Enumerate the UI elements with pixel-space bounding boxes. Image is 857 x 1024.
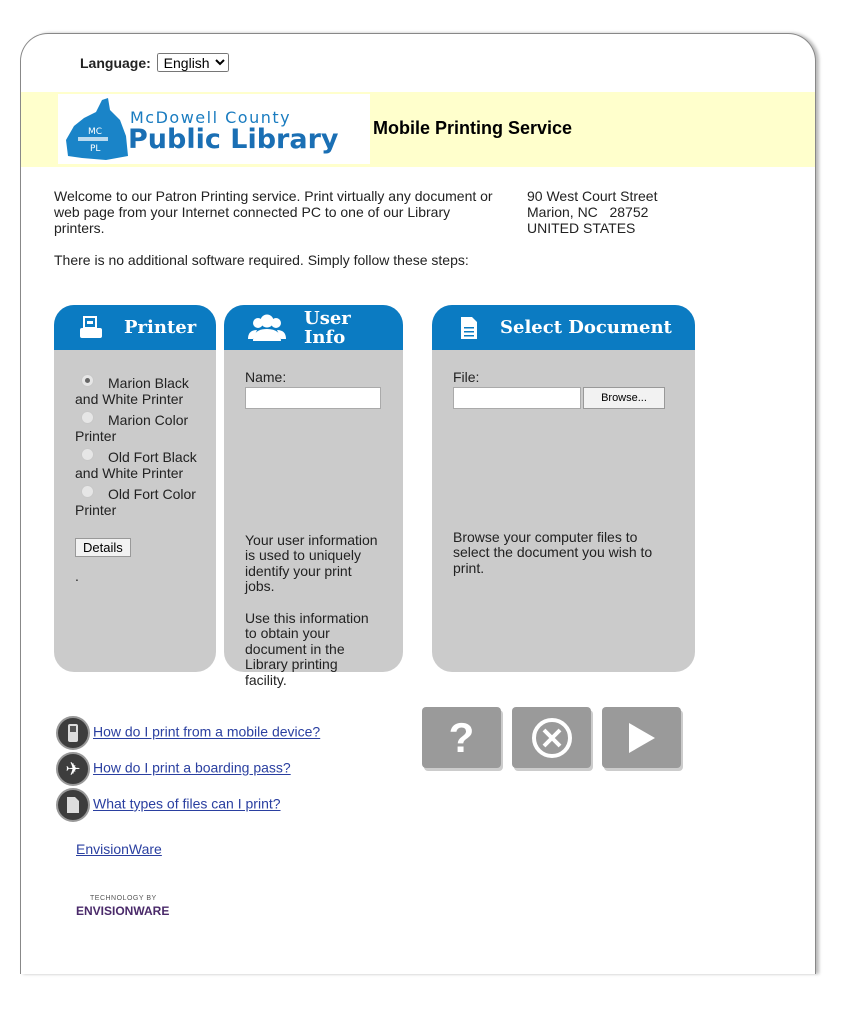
printer-option[interactable]: Old Fort Color Printer [75,486,196,518]
file-label: File: [453,369,480,385]
name-input[interactable] [245,387,381,409]
printer-icon [78,316,104,340]
users-icon [248,313,286,343]
name-label: Name: [245,369,287,385]
tech-by-label: TECHNOLOGY BY [90,895,157,902]
printer-option[interactable]: Marion Color Printer [75,412,189,444]
radio-button-selected[interactable] [81,374,94,387]
printer-options [54,350,216,585]
play-icon [627,721,657,755]
logo-line1: McDowell County [130,108,292,127]
printer-option[interactable]: Marion Black and White Printer [75,375,189,407]
language-select[interactable] [157,53,229,72]
language-selector [80,53,229,72]
user-info-panel [224,305,403,688]
printer-panel-title: Printer [124,317,197,338]
radio-button[interactable] [81,448,94,461]
user-panel-title: Info [304,326,346,348]
svg-text:MC: MC [88,127,103,137]
print-next-button[interactable] [602,707,681,768]
browse-button[interactable]: Browse... [583,387,665,409]
document-help: Browse your computer files to select the document you wish to print. [453,528,653,576]
svg-text:PL: PL [90,144,101,154]
intro-text [54,188,494,268]
airplane-icon: ✈ [56,752,90,786]
user-info-help: Use this information to obtain your document in the Library printing facility. [245,609,369,688]
document-icon [460,316,478,340]
mobile-phone-icon [56,716,90,750]
envisionware-logo [76,895,169,918]
address-line: Marion, NC 28752 [527,204,649,220]
envisionware-link[interactable]: EnvisionWare [76,841,162,857]
mobile-print-link[interactable]: How do I print from a mobile device? [93,723,321,740]
intro-steps: There is no additional software required. Simply follow these steps: [54,252,469,268]
address-line: UNITED STATES [527,220,636,236]
user-panel-header [224,305,403,350]
details-button[interactable]: Details [75,538,131,557]
printer-option[interactable]: Old Fort Black and White Printer [75,449,197,481]
help-link-row[interactable] [56,788,320,824]
help-link-row[interactable] [56,716,320,752]
user-panel-title: User [304,307,351,329]
radio-button[interactable] [81,411,94,424]
logo-line2: Public Library [128,124,339,155]
brand-label: ENVISIONWARE [76,904,170,918]
file-types-link[interactable]: What types of files can I print? [93,795,281,812]
help-links [56,716,320,824]
panel-note: . [75,568,79,584]
document-panel-title: Select Document [500,317,672,338]
page-title: Mobile Printing Service [373,118,573,138]
intro-paragraph: Welcome to our Patron Printing service. Print virtually any document or web page from your Internet connected PC to one of our Library printers. [54,188,493,236]
boarding-pass-link[interactable]: How do I print a boarding pass? [93,759,291,776]
select-document-panel [432,305,695,672]
file-input[interactable] [453,387,581,409]
help-link-row[interactable] [56,752,320,788]
printer-panel-header [54,305,216,350]
address-line: 90 West Court Street [527,188,658,204]
language-label: Language: [80,55,151,71]
help-button[interactable] [422,707,501,768]
printer-panel [54,305,216,672]
user-info-help: Your user information is used to uniquely identify your print jobs. [245,531,378,594]
library-address [527,188,657,236]
county-map-icon [62,96,132,162]
library-logo[interactable] [58,94,370,164]
document-panel-header [432,305,695,350]
question-icon: ? [448,713,475,761]
radio-button[interactable] [81,485,94,498]
file-icon [56,788,90,822]
cancel-button[interactable] [512,707,591,768]
cancel-circle-icon [531,717,573,759]
